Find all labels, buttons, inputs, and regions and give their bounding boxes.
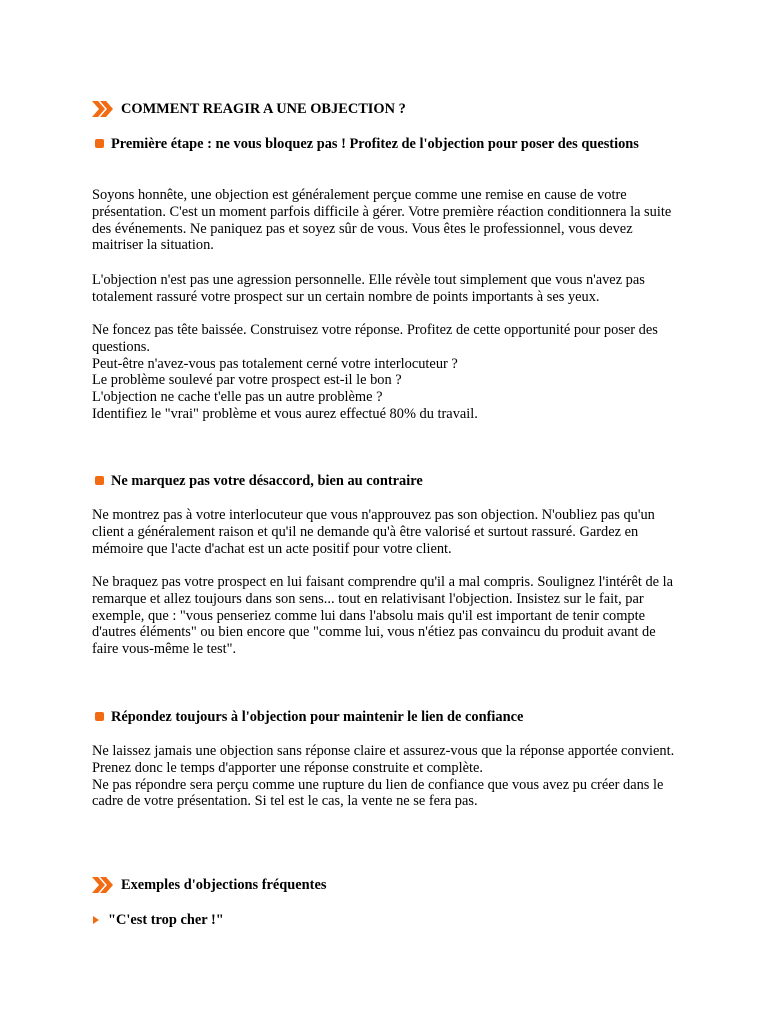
bullet-dot-icon: [95, 712, 104, 721]
example-text: "C'est trop cher !": [108, 912, 224, 928]
double-chevron-icon: [92, 877, 114, 893]
section1-line: Ne foncez pas tête baissée. Construisez votre réponse. Profitez de cette opportunité pour poser des questions.: [92, 322, 658, 355]
section3-title: Répondez toujours à l'objection pour maintenir le lien de confiance: [111, 709, 524, 725]
bullet-dot-icon: [95, 476, 104, 485]
section1-paragraph-3: [92, 322, 682, 423]
section3-line: Ne laissez jamais une objection sans réponse claire et assurez-vous que la réponse apportée convient.: [92, 743, 675, 759]
section2-paragraph-1: Ne montrez pas à votre interlocuteur que vous n'approuvez pas son objection. N'oubliez pas qu'un client a généralement raison et qu'il ne demande qu'à être valorisé et surtout rassuré. Gardez en mémoire que l'acte d'achat est un acte positif pour votre client.: [92, 507, 655, 557]
section1-paragraph-1: Soyons honnête, une objection est généralement perçue comme une remise en cause de votre présentation. C'est un moment parfois difficile à gérer. Votre première réaction conditionnera la suite des événements. Ne paniquez pas et soyez sûr de vous. Vous êtes le professionnel, vous devez maitriser la situation.: [92, 187, 672, 254]
bullet-dot-icon: [95, 139, 104, 148]
section2-paragraph-2: Ne braquez pas votre prospect en lui faisant comprendre qu'il a mal compris. Soulignez l'intérêt de la remarque et allez toujours dans son sens... tout en relativisant l'objection. Insistez sur le fait, par exemple, que : "vous penseriez comme lui dans l'absolu mais qu'il est important de tenir compte d'autres éléments" ou bien encore que "comme lui, vous n'étiez pas convaincu du produit avant de faire vous-même le test".: [92, 574, 674, 658]
section3-paragraph: [92, 743, 682, 810]
section1-title: Première étape : ne vous bloquez pas ! Profitez de l'objection pour poser des questions: [111, 136, 639, 152]
triangle-right-icon: [92, 915, 100, 925]
example-item: [92, 912, 224, 929]
section1-line: Identifiez le "vrai" problème et vous aurez effectué 80% du travail.: [92, 405, 478, 422]
examples-heading: [92, 877, 326, 894]
section2-title: Ne marquez pas votre désaccord, bien au contraire: [111, 473, 423, 489]
section1-paragraph-2: L'objection n'est pas une agression personnelle. Elle révèle tout simplement que vous n'avez pas totalement rassuré votre prospect sur un certain nombre de points importants à ses yeux.: [92, 272, 645, 305]
examples-heading-text: Exemples d'objections fréquentes: [121, 877, 327, 893]
main-heading-text: COMMENT REAGIR A UNE OBJECTION ?: [121, 101, 406, 117]
section2-heading: [92, 473, 652, 490]
section1-line: L'objection ne cache t'elle pas un autre problème ?: [92, 389, 383, 406]
double-chevron-icon: [92, 101, 114, 117]
section3-heading: [92, 709, 652, 726]
section1-line: Le problème soulevé par votre prospect est-il le bon ?: [92, 372, 402, 389]
section3-line: Prenez donc le temps d'apporter une réponse construite et complète.: [92, 759, 483, 776]
main-heading: [92, 101, 406, 118]
section1-heading: [92, 136, 652, 153]
section3-line: Ne pas répondre sera perçu comme une rupture du lien de confiance que vous avez pu créer dans le cadre de votre présentation. Si tel est le cas, la vente ne se fera pas.: [92, 776, 664, 810]
section1-line: Peut-être n'avez-vous pas totalement cerné votre interlocuteur ?: [92, 355, 458, 372]
